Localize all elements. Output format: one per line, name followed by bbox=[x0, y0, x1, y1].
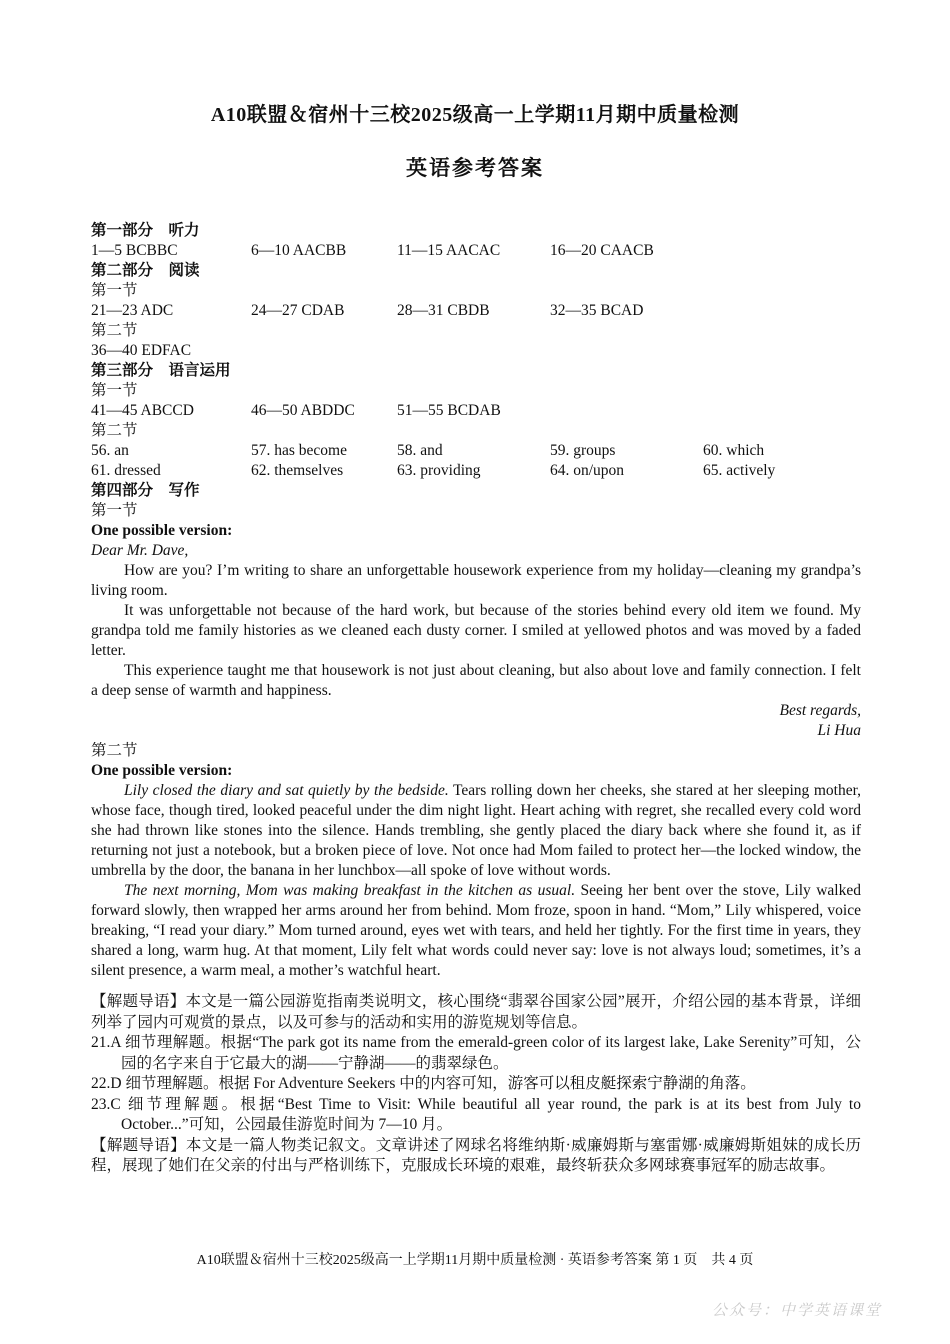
answer-item: 59. groups bbox=[550, 442, 616, 459]
answer-group: 46—50 ABDDC bbox=[251, 402, 355, 419]
explanation-guide: 【解题导语】本文是一篇人物类记叙文。文章讲述了网球名将维纳斯·威廉姆斯与塞雷娜·威廉姆斯姐妹的成长历程，展现了她们在父亲的付出与严格训练下，克服成长环境的艰难，最终斩获众多网球赛事冠军的励志故事。 bbox=[91, 1136, 861, 1174]
story-paragraph bbox=[91, 781, 861, 881]
section-label: 第二节 bbox=[91, 322, 138, 339]
story-text: Seeing her bent over the stove, Lily walked forward slowly, then wrapped her arms around her from behind. Mom froze, spoon in hand. “Mom,” Lily whispered, voice breaking, “I read your diary.” Mom turned around, eyes wet with tears, and held her tightly. For the first time in years, they shared a long, warm hug. At that moment, Lily felt what words could never say: love is not always loud; sometimes, it’s a silent presence, a warm meal, a mother’s watchful heart. bbox=[91, 882, 861, 979]
page-subtitle: 英语参考答案 bbox=[406, 156, 544, 180]
page-footer: A10联盟＆宿州十三校2025级高一上学期11月期中质量检测 · 英语参考答案 第 1 页 共 4 页 bbox=[196, 1253, 754, 1268]
letter-salutation: Dear Mr. Dave, bbox=[91, 542, 189, 559]
answer-item: 56. an bbox=[91, 442, 129, 459]
version-label: One possible version: bbox=[91, 522, 233, 539]
answer-item: 61. dressed bbox=[91, 462, 161, 479]
answer-item: 57. has become bbox=[251, 442, 347, 459]
part2-heading: 第二部分 阅读 bbox=[91, 262, 200, 279]
story-text: Tears rolling down her cheeks, she stared at her sleeping mother, whose face, though tired, looked peaceful under the dim night light. Heart aching with regret, she recalled every cold word she had thrown like stones into the silence. Hands trembling, she gently placed the diary back where she found it, as if returning not just a notebook, but a broken piece of love. Not once had Mom failed to protect her—the locked window, the umbrella by the door, the banana in her lunchbox—all spoke of love without words. bbox=[91, 782, 862, 879]
part1-answers bbox=[91, 241, 861, 261]
answer-group: 24—27 CDAB bbox=[251, 302, 345, 319]
version-label: One possible version: bbox=[91, 762, 233, 779]
answer-group: 11—15 AACAC bbox=[397, 242, 501, 259]
part2-answers-1 bbox=[91, 301, 861, 321]
story-paragraph bbox=[91, 881, 861, 981]
letter-closing: Best regards, bbox=[779, 702, 861, 719]
answer-group: 16—20 CAACB bbox=[550, 242, 654, 259]
explanation-guide: 【解题导语】本文是一篇公园游览指南类说明文，核心围绕“翡翠谷国家公园”展开，介绍公园的基本背景，详细列举了园内可观赏的景点，以及可参与的活动和实用的游览规划等信息。 bbox=[91, 993, 861, 1031]
part1-heading: 第一部分 听力 bbox=[91, 222, 200, 239]
story-lead-sentence: Lily closed the diary and sat quietly by the bedside. bbox=[124, 782, 449, 799]
answer-group: 51—55 BCDAB bbox=[397, 402, 501, 419]
answer-group: 21—23 ADC bbox=[91, 302, 174, 319]
answer-item: 62. themselves bbox=[251, 462, 344, 479]
section-label: 第一节 bbox=[91, 282, 138, 299]
answer-group: 32—35 BCAD bbox=[550, 302, 644, 319]
answer-item: 58. and bbox=[397, 442, 443, 459]
part3-answers-1 bbox=[91, 401, 861, 421]
page-title: A10联盟＆宿州十三校2025级高一上学期11月期中质量检测 bbox=[210, 104, 740, 126]
answer-item: 60. which bbox=[703, 442, 765, 459]
section-label: 第一节 bbox=[91, 502, 138, 519]
explanation-item: 22.D 细节理解题。根据 For Adventure Seekers 中的内容可知，游客可以租皮艇探索宁静湖的角落。 bbox=[91, 1075, 756, 1092]
part3-heading: 第三部分 语言运用 bbox=[91, 362, 231, 379]
part3-answers-row1 bbox=[91, 441, 861, 461]
answer-content bbox=[91, 221, 861, 1177]
letter-signature: Li Hua bbox=[817, 722, 861, 739]
letter-paragraph: It was unforgettable not because of the hard work, but because of the stories behind every old item we found. My grandpa told me family histories as we cleaned each dusty corner. I smiled at yellowed photos and was moved by a faded letter. bbox=[91, 602, 861, 659]
section-label: 第二节 bbox=[91, 422, 138, 439]
answer-item: 63. providing bbox=[397, 462, 481, 479]
answer-item: 65. actively bbox=[703, 462, 776, 479]
section-label: 第二节 bbox=[91, 742, 138, 759]
part3-answers-row2 bbox=[91, 461, 861, 481]
letter-paragraph: This experience taught me that housework is not just about cleaning, but also about love and family connection. I felt a deep sense of warmth and happiness. bbox=[91, 662, 861, 699]
answer-group: 6—10 AACBB bbox=[251, 242, 347, 259]
answer-group: 28—31 CBDB bbox=[397, 302, 490, 319]
section-label: 第一节 bbox=[91, 382, 138, 399]
answer-item: 64. on/upon bbox=[550, 462, 625, 479]
answer-group: 41—45 ABCCD bbox=[91, 402, 194, 419]
explanation-item: 21.A 细节理解题。根据“The park got its name from the emerald-green color of its largest lake, Lake Serenity”可知，公园的名字来自于它最大的湖——宁静湖——的翡翠绿色。 bbox=[91, 1034, 861, 1072]
watermark: 公众号：中学英语课堂 bbox=[711, 1303, 882, 1319]
part4-heading: 第四部分 写作 bbox=[91, 482, 200, 499]
explanation-item: 23.C 细节理解题。根据“Best Time to Visit: While beautiful all year round, the park is at its best from July to October...”可知，公园最佳游览时间为 7—10 月。 bbox=[91, 1095, 861, 1133]
letter-paragraph: How are you? I’m writing to share an unforgettable housework experience from my holiday—cleaning my grandpa’s living room. bbox=[91, 562, 861, 599]
part2-answers-2: 36—40 EDFAC bbox=[91, 342, 192, 359]
answer-group: 1—5 BCBBC bbox=[91, 242, 178, 259]
story-lead-sentence: The next morning, Mom was making breakfast in the kitchen as usual. bbox=[124, 882, 576, 899]
